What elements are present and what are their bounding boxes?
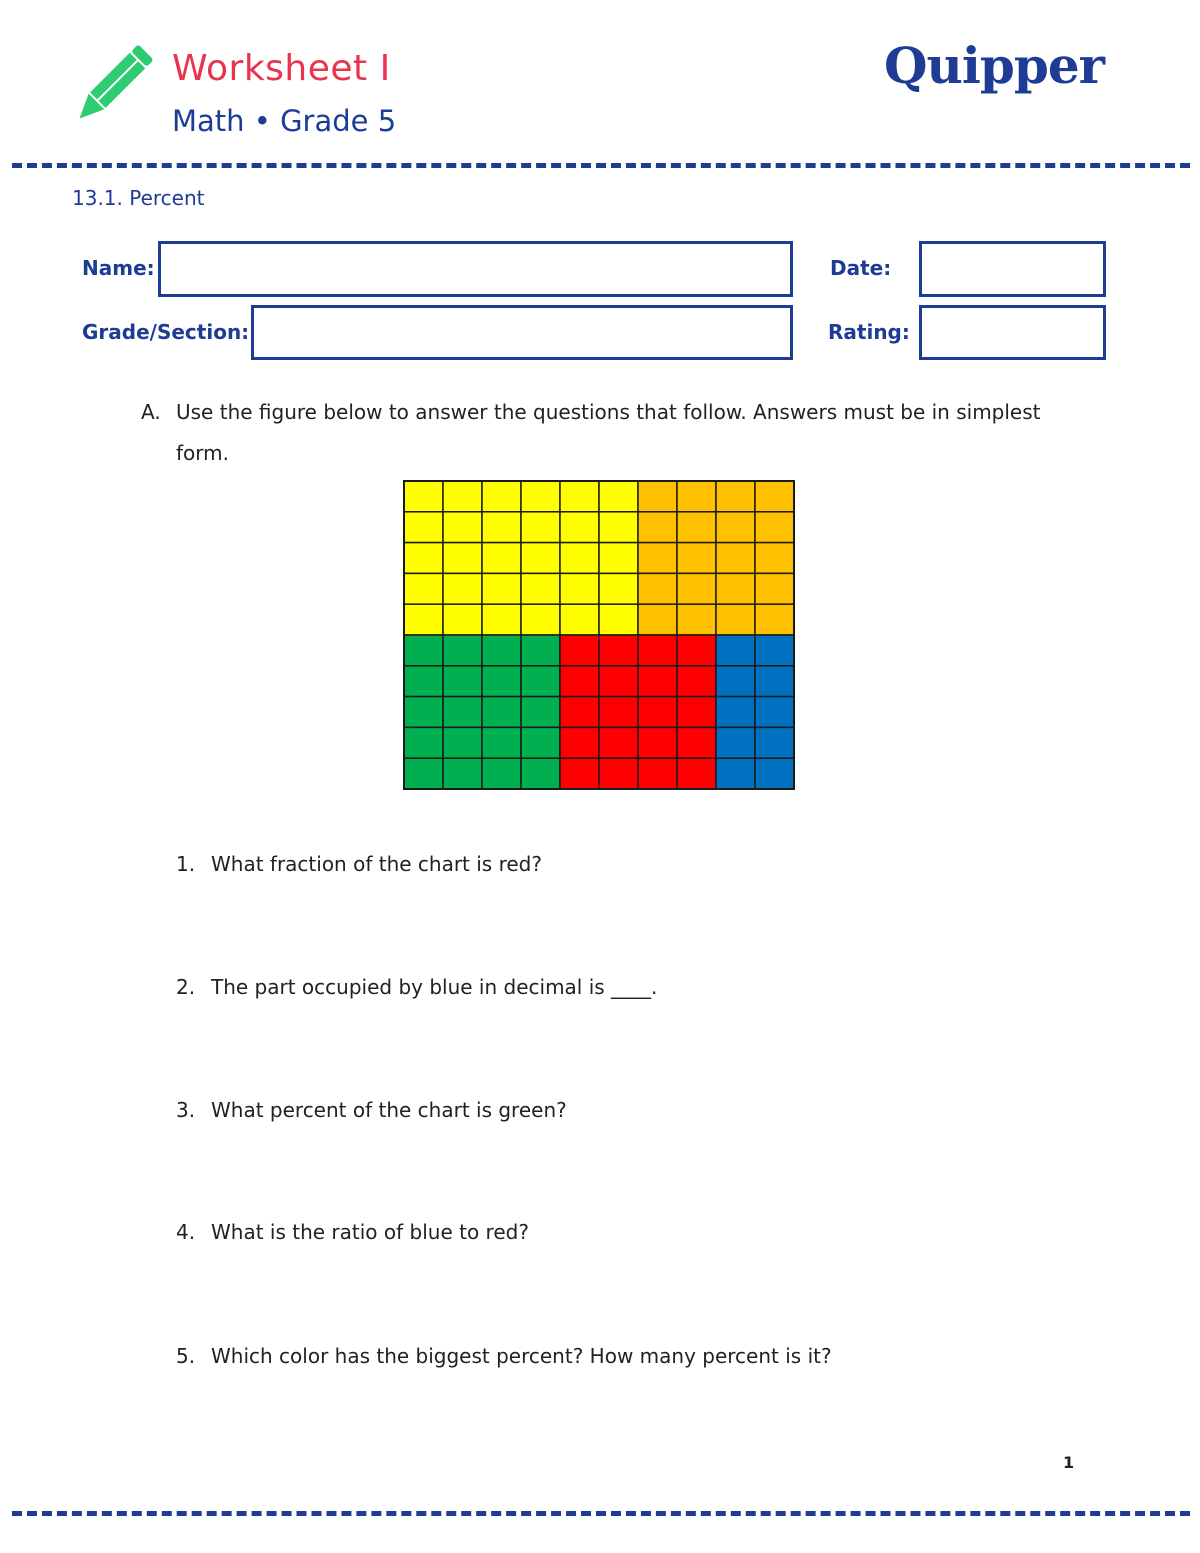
grid-cell-yellow xyxy=(560,512,599,543)
grid-cell-yellow xyxy=(482,481,521,512)
grid-cell-red xyxy=(638,758,677,789)
grid-cell-blue xyxy=(716,727,755,758)
grid-cell-yellow xyxy=(560,573,599,604)
grid-cell-red xyxy=(560,758,599,789)
grid-cell-red xyxy=(560,666,599,697)
worksheet-subject: Math • Grade 5 xyxy=(172,104,397,138)
grid-cell-green xyxy=(521,666,560,697)
grid-cell-orange xyxy=(638,543,677,574)
grid-cell-yellow xyxy=(599,543,638,574)
rating-field[interactable] xyxy=(919,305,1106,360)
grid-cell-blue xyxy=(716,758,755,789)
grid-cell-red xyxy=(560,635,599,666)
question-1 xyxy=(176,852,542,876)
grid-cell-green xyxy=(521,697,560,728)
question-text: What is the ratio of blue to red? xyxy=(211,1220,529,1244)
grid-cell-green xyxy=(404,758,443,789)
grid-cell-yellow xyxy=(482,512,521,543)
grid-cell-yellow xyxy=(443,604,482,635)
grid-cell-blue xyxy=(755,697,794,728)
grid-cell-orange xyxy=(677,543,716,574)
question-4 xyxy=(176,1220,529,1244)
grade-section-label: Grade/Section: xyxy=(82,320,250,344)
grid-cell-yellow xyxy=(443,543,482,574)
grid-cell-yellow xyxy=(404,573,443,604)
grid-cell-blue xyxy=(755,635,794,666)
grid-cell-red xyxy=(677,635,716,666)
grid-cell-green xyxy=(443,666,482,697)
grid-cell-orange xyxy=(677,573,716,604)
grid-cell-green xyxy=(443,697,482,728)
grid-cell-orange xyxy=(755,543,794,574)
grid-cell-red xyxy=(560,697,599,728)
grid-cell-red xyxy=(638,635,677,666)
grid-cell-blue xyxy=(716,635,755,666)
question-5 xyxy=(176,1344,832,1368)
grid-cell-red xyxy=(638,697,677,728)
color-grid-figure xyxy=(403,480,795,790)
question-number: 5. xyxy=(176,1344,196,1368)
grid-cell-orange xyxy=(716,604,755,635)
grid-cell-orange xyxy=(716,573,755,604)
grid-cell-red xyxy=(677,697,716,728)
brand-logo: Quipper xyxy=(884,36,1104,95)
date-label: Date: xyxy=(830,256,892,280)
grid-cell-yellow xyxy=(521,512,560,543)
grade-section-field[interactable] xyxy=(251,305,793,360)
grid-cell-yellow xyxy=(443,481,482,512)
grid-cell-orange xyxy=(638,573,677,604)
grid-cell-yellow xyxy=(404,604,443,635)
grid-cell-yellow xyxy=(560,543,599,574)
grid-cell-yellow xyxy=(599,512,638,543)
question-text: The part occupied by blue in decimal is ____. xyxy=(211,975,658,999)
grid-cell-yellow xyxy=(521,573,560,604)
question-2 xyxy=(176,975,657,999)
grid-cell-green xyxy=(443,758,482,789)
grid-cell-green xyxy=(404,666,443,697)
grid-cell-orange xyxy=(755,512,794,543)
grid-cell-yellow xyxy=(560,604,599,635)
grid-cell-yellow xyxy=(443,512,482,543)
grid-cell-red xyxy=(677,666,716,697)
section-title: 13.1. Percent xyxy=(72,186,205,210)
question-number: 3. xyxy=(176,1098,196,1122)
grid-cell-red xyxy=(599,727,638,758)
question-text: Which color has the biggest percent? How many percent is it? xyxy=(211,1344,832,1368)
bottom-divider xyxy=(12,1511,1190,1516)
grid-cell-red xyxy=(560,727,599,758)
grid-cell-orange xyxy=(755,481,794,512)
instructions xyxy=(141,392,1081,474)
name-label: Name: xyxy=(82,256,155,280)
pencil-icon xyxy=(66,38,158,134)
grid-cell-green xyxy=(482,635,521,666)
grid-cell-yellow xyxy=(404,512,443,543)
grid-cell-yellow xyxy=(599,481,638,512)
grid-cell-blue xyxy=(755,727,794,758)
grid-cell-green xyxy=(482,697,521,728)
grid-cell-orange xyxy=(755,604,794,635)
grid-cell-red xyxy=(599,758,638,789)
question-3 xyxy=(176,1098,567,1122)
grid-cell-orange xyxy=(638,604,677,635)
rating-label: Rating: xyxy=(828,320,910,344)
grid-cell-green xyxy=(521,758,560,789)
grid-cell-red xyxy=(638,727,677,758)
grid-cell-yellow xyxy=(599,573,638,604)
grid-cell-orange xyxy=(716,543,755,574)
grid-cell-yellow xyxy=(482,573,521,604)
grid-cell-yellow xyxy=(443,573,482,604)
grid-cell-green xyxy=(443,635,482,666)
grid-cell-yellow xyxy=(404,543,443,574)
grid-cell-red xyxy=(638,666,677,697)
grid-cell-green xyxy=(521,635,560,666)
grid-cell-green xyxy=(404,697,443,728)
grid-cell-yellow xyxy=(521,481,560,512)
grid-cell-blue xyxy=(716,666,755,697)
grid-cell-green xyxy=(443,727,482,758)
grid-cell-blue xyxy=(755,666,794,697)
grid-cell-orange xyxy=(716,512,755,543)
grid-cell-green xyxy=(404,635,443,666)
grid-cell-green xyxy=(404,727,443,758)
grid-cell-yellow xyxy=(404,481,443,512)
grid-cell-yellow xyxy=(521,543,560,574)
date-field[interactable] xyxy=(919,241,1106,297)
grid-cell-orange xyxy=(677,604,716,635)
grid-cell-orange xyxy=(677,512,716,543)
grid-cell-green xyxy=(521,727,560,758)
question-text: What fraction of the chart is red? xyxy=(211,852,542,876)
grid-cell-red xyxy=(599,666,638,697)
name-field[interactable] xyxy=(158,241,793,297)
question-number: 1. xyxy=(176,852,196,876)
grid-cell-orange xyxy=(755,573,794,604)
grid-cell-orange xyxy=(638,512,677,543)
grid-cell-orange xyxy=(716,481,755,512)
question-number: 4. xyxy=(176,1220,196,1244)
grid-cell-yellow xyxy=(482,604,521,635)
page-number: 1 xyxy=(1063,1453,1075,1472)
grid-cell-blue xyxy=(716,697,755,728)
grid-cell-red xyxy=(599,697,638,728)
question-number: 2. xyxy=(176,975,196,999)
grid-cell-orange xyxy=(677,481,716,512)
grid-cell-green xyxy=(482,666,521,697)
grid-cell-yellow xyxy=(599,604,638,635)
grid-cell-yellow xyxy=(560,481,599,512)
grid-cell-red xyxy=(677,758,716,789)
question-text: What percent of the chart is green? xyxy=(211,1098,567,1122)
grid-cell-orange xyxy=(638,481,677,512)
grid-cell-blue xyxy=(755,758,794,789)
grid-cell-yellow xyxy=(521,604,560,635)
grid-cell-red xyxy=(599,635,638,666)
grid-cell-green xyxy=(482,758,521,789)
instruction-text: Use the figure below to answer the questions that follow. Answers must be in simplest form. xyxy=(176,400,1041,465)
top-divider xyxy=(12,163,1190,168)
worksheet-title: Worksheet I xyxy=(172,48,391,89)
instruction-marker: A. xyxy=(141,400,161,424)
grid-cell-green xyxy=(482,727,521,758)
grid-cell-red xyxy=(677,727,716,758)
grid-cell-yellow xyxy=(482,543,521,574)
